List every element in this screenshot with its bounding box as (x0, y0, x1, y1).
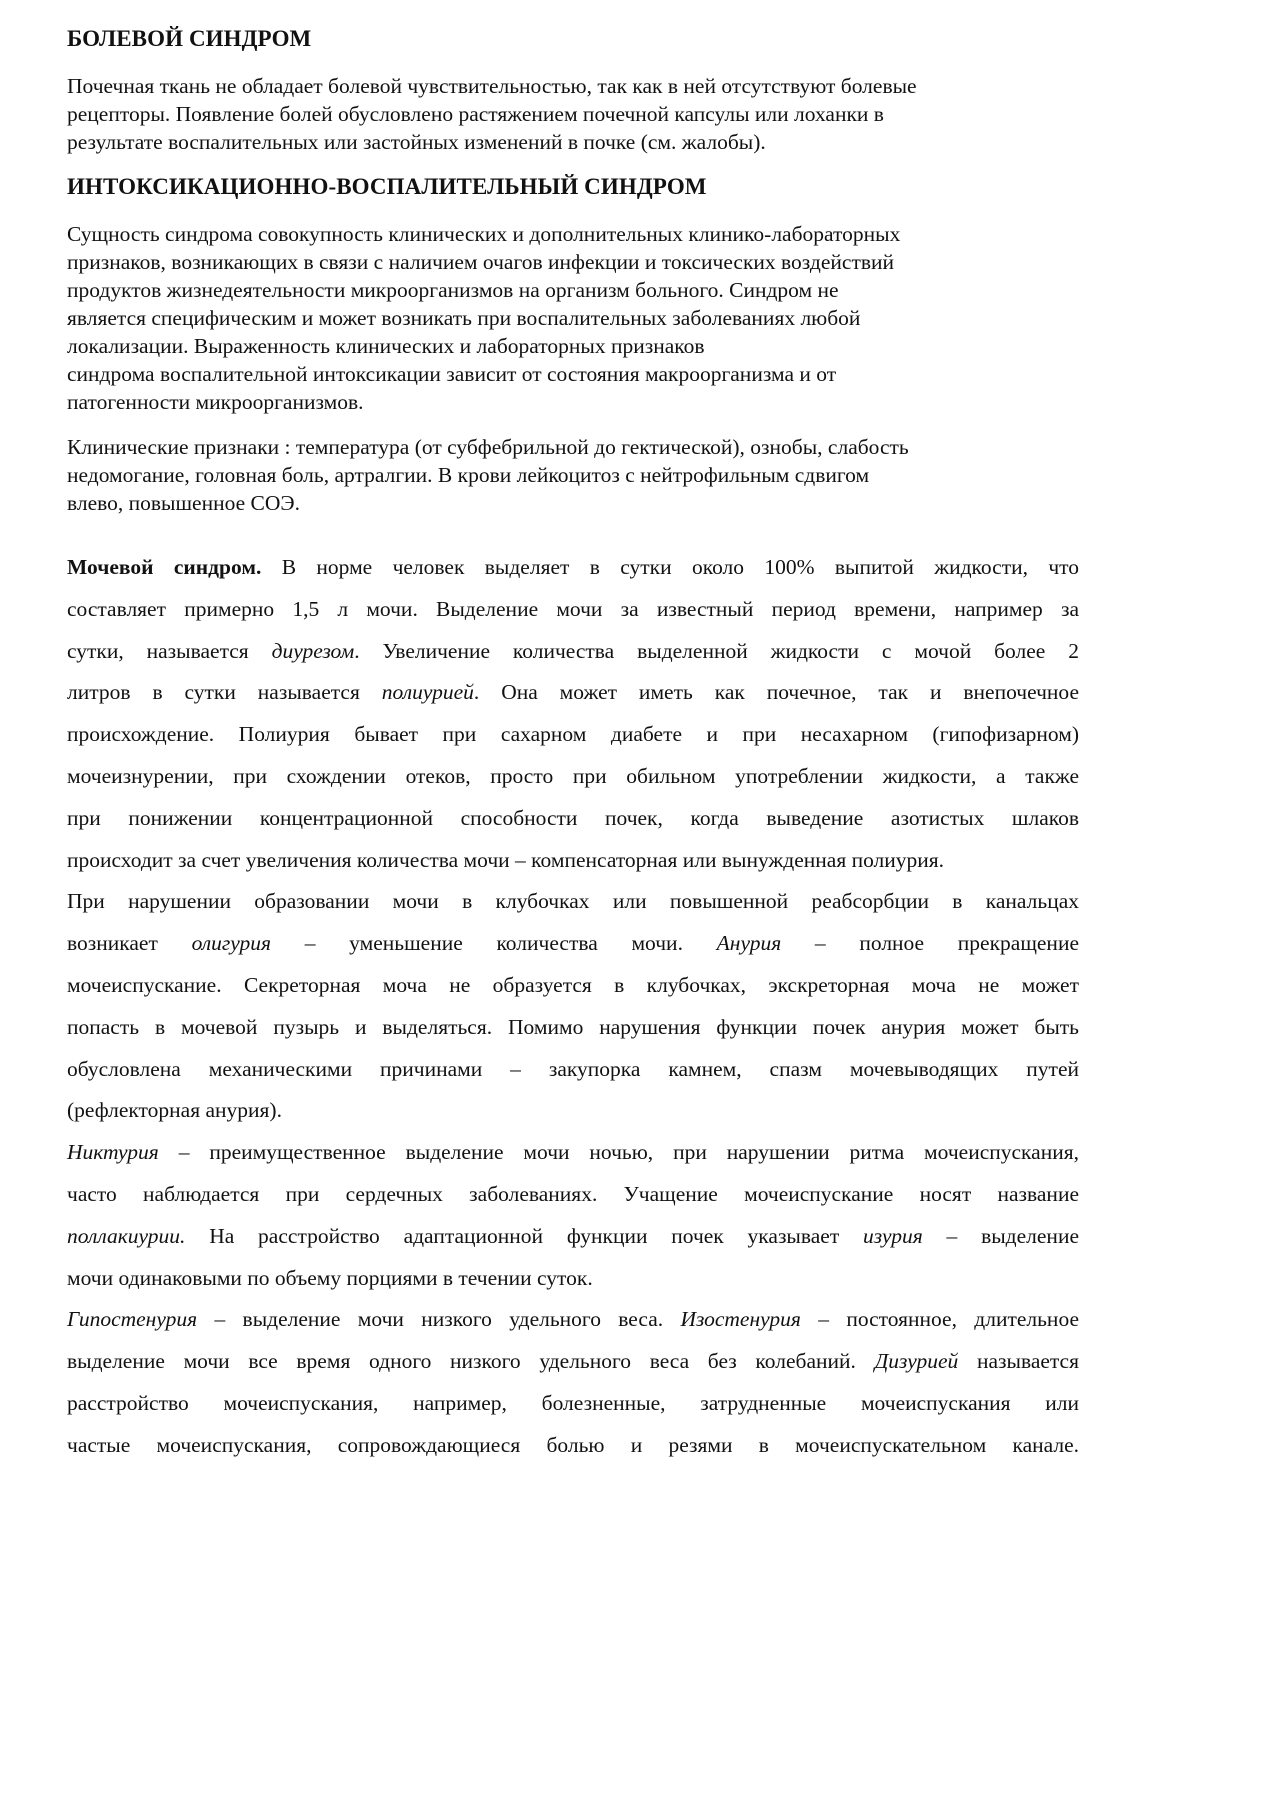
text-line: попасть в мочевой пузырь и выделяться. Помимо нарушения функции почек анурия может быть (67, 1014, 1079, 1039)
term-oliguria: олигурия (191, 931, 272, 956)
text-line: Мочевой синдром. В норме человек выделяет в сутки около 100% выпитой жидкости, что (67, 555, 1080, 579)
text-line: При нарушении образовании мочи в клубочках или повышенной реабсорбции в канальцах (67, 889, 1079, 914)
paragraph-clinical-signs (67, 433, 1079, 517)
text-line: синдрома воспалительной интоксикации зависит от состояния макроорганизма и от (67, 362, 837, 386)
text-line: расстройство мочеиспускания, например, болезненные, затрудненные мочеиспускания или (67, 1390, 1079, 1415)
term-dysuria: Дизурией (874, 1349, 959, 1374)
text-line: результате воспалительных или застойных изменений в почке (см. жалобы). (67, 130, 766, 154)
text-line: недомогание, головная боль, артралгии. В крови лейкоцитоз с нейтрофильным сдвигом (67, 463, 870, 487)
term-hyposthenuria: Гипостенурия (67, 1307, 198, 1332)
text-line: при понижении концентрационной способности почек, когда выведение азотистых шлаков (67, 805, 1079, 830)
text-line: признаков, возникающих в связи с наличием очагов инфекции и токсических воздействий (67, 250, 895, 274)
text-line: происхождение. Полиурия бывает при сахарном диабете и при несахарном (гипофизарном) (67, 722, 1079, 747)
text-line: возникает олигурия – уменьшение количества мочи. Анурия – полное прекращение (67, 931, 1079, 956)
term-isosthenuria: Изостенурия (680, 1307, 801, 1332)
text-line: локализации. Выраженность клинических и лабораторных признаков (67, 334, 705, 358)
term-isuria: изурия (863, 1223, 923, 1248)
text-line: происходит за счет увеличения количества мочи – компенсаторная или вынужденная полиурия. (67, 847, 945, 872)
text-line: Никтурия – преимущественное выделение мочи ночью, при нарушении ритма мочеиспускания, (67, 1140, 1079, 1165)
term-urinary-syndrome: Мочевой синдром. (67, 555, 262, 579)
urinary-syndrome-section (67, 547, 1079, 1467)
term-anuria: Анурия (716, 931, 782, 956)
text-line: Почечная ткань не обладает болевой чувствительностью, так как в ней отсутствуют болевые (67, 74, 917, 98)
text-line: литров в сутки называется полиурией. Она может иметь как почечное, так и внепочечное (67, 680, 1079, 705)
term-nocturia: Никтурия (67, 1140, 159, 1165)
text-line: выделение мочи все время одного низкого удельного веса без колебаний. Дизурией называется (67, 1349, 1079, 1374)
text-line: (рефлекторная анурия). (67, 1098, 282, 1123)
term-pollakiuria: поллакиурии. (67, 1223, 186, 1248)
text-line: мочеиспускание. Секреторная моча не образуется в клубочках, экскреторная моча не может (67, 972, 1079, 997)
text-line: рецепторы. Появление болей обусловлено растяжением почечной капсулы или лоханки в (67, 102, 884, 126)
text-line: часто наблюдается при сердечных заболеваниях. Учащение мочеиспускание носят название (67, 1181, 1079, 1206)
text-line: мочеизнурении, при схождении отеков, просто при обильном употреблении жидкости, а также (67, 763, 1079, 788)
text-line: частые мочеиспускания, сопровождающиеся болью и резями в мочеиспускательном канале. (67, 1432, 1079, 1457)
text-line: влево, повышенное СОЭ. (67, 491, 300, 515)
heading-pain-syndrome: БОЛЕВОЙ СИНДРОМ (67, 26, 312, 51)
term-diuresis: диурезом (271, 638, 355, 663)
text-line: патогенности микроорганизмов. (67, 390, 364, 414)
text-line: обусловлена механическими причинами – закупорка камнем, спазм мочевыводящих путей (67, 1056, 1079, 1081)
paragraph-intoxication-essence (67, 220, 1079, 416)
text-line: является специфическим и может возникать при воспалительных заболеваниях любой (67, 306, 861, 330)
term-polyuria: полиурией (381, 680, 474, 705)
paragraph-pain-syndrome (67, 72, 1079, 156)
text-line: мочи одинаковыми по объему порциями в течении суток. (67, 1265, 593, 1290)
text-line: продуктов жизнедеятельности микроорганизмов на организм больного. Синдром не (67, 278, 839, 302)
text-line: поллакиурии. На расстройство адаптационной функции почек указывает изурия – выделение (67, 1223, 1079, 1248)
text-line: составляет примерно 1,5 л мочи. Выделение мочи за известный период времени, например за (67, 596, 1079, 621)
text-line: Сущность синдрома совокупность клинических и дополнительных клинико-лабораторных (67, 222, 901, 246)
text-line: Гипостенурия – выделение мочи низкого удельного веса. Изостенурия – постоянное, длительное (67, 1307, 1079, 1332)
text-line: Клинические признаки : температура (от субфебрильной до гектической), ознобы, слабость (67, 435, 909, 459)
heading-intoxication-syndrome: ИНТОКСИКАЦИОННО-ВОСПАЛИТЕЛЬНЫЙ СИНДРОМ (67, 174, 707, 199)
text-line: сутки, называется диурезом. Увеличение количества выделенной жидкости с мочой более 2 (67, 638, 1079, 663)
